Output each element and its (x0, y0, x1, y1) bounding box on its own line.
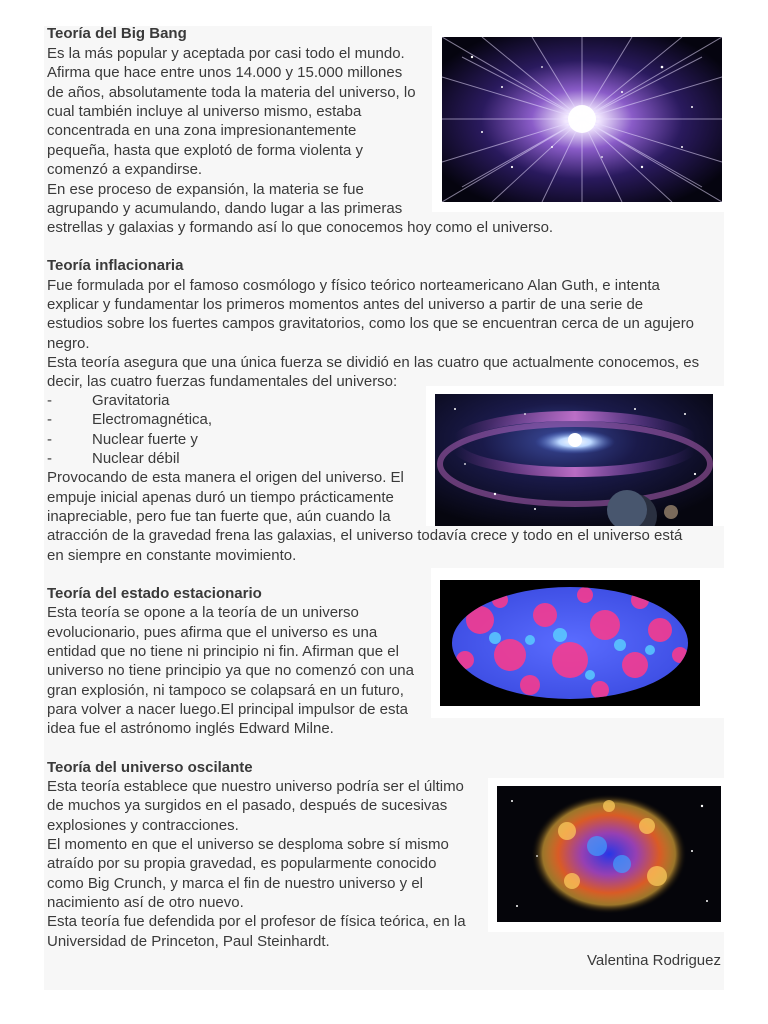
text-line: Esta teoría fue defendida por el profesor de física teórica, en la (47, 913, 466, 930)
supernova-image (497, 786, 721, 922)
text-line: Es la más popular y aceptada por casi todo el mundo. (47, 45, 405, 62)
text-line: El momento en que el universo se desploma sobre sí mismo (47, 836, 449, 853)
text-line: gran explosión, ni tampoco se colapsará en un futuro, (47, 682, 404, 699)
text-line: Provocando de esta manera el origen del universo. El (47, 469, 404, 486)
big-bang-image (442, 37, 722, 202)
text-line: idea fue el astrónomo inglés Edward Milne. (47, 720, 334, 737)
text-line: Esta teoría establece que nuestro universo podría ser el último (47, 778, 464, 795)
text-line: Universidad de Princeton, Paul Steinhardt. (47, 933, 330, 950)
text-line: concentrada en una zona impresionantemente (47, 122, 357, 139)
text-line: explicar y fundamentar los primeros momentos antes del universo a partir de una serie de (47, 296, 644, 313)
text-line: estudios sobre los fuertes campos gravitatorios, como los que se encuentran cerca de un agujero (47, 315, 695, 332)
text-line: atracción de la gravedad frena las galaxias, el universo todavía crece y todo en el universo está (47, 527, 683, 544)
text-line: Fue formulada por el famoso cosmólogo y físico teórico norteamericano Alan Guth, e intenta (47, 277, 660, 294)
text-line: pequeña, hasta que explotó de forma violenta y (47, 142, 364, 159)
text-line: universo no tiene principio ya que no comenzó con una (47, 662, 414, 679)
text-line: entidad que no tiene ni principio ni fin. Afirman que el (47, 643, 399, 660)
text-line: agrupando y acumulando, dando lugar a las primeras (47, 200, 403, 217)
text-line: nacimiento así de otro nuevo. (47, 894, 244, 911)
section-title-estacionario: Teoría del estado estacionario (47, 585, 262, 602)
text-line: en siempre en constante movimiento. (47, 547, 297, 564)
bullet-marker: - (47, 431, 52, 448)
author-signature: Valentina Rodriguez (587, 952, 721, 969)
text-line: decir, las cuatro fuerzas fundamentales del universo: (47, 373, 398, 390)
bullet-item: Gravitatoria (92, 392, 170, 409)
text-line: negro. (47, 335, 90, 352)
text-line: para volver a nacer luego.El principal impulsor de esta (47, 701, 409, 718)
text-line: como Big Crunch, y marca el fin de nuestro universo y el (47, 875, 424, 892)
bullet-marker: - (47, 411, 52, 428)
bullet-item: Nuclear débil (92, 450, 180, 467)
text-line: En ese proceso de expansión, la materia se fue (47, 181, 364, 198)
text-line: de muchos ya surgidos en el pasado, después de sucesivas (47, 797, 448, 814)
galaxy-image (435, 394, 713, 526)
text-line: cual también incluye al universo mismo, estaba (47, 103, 362, 120)
text-line: comenzó a expandirse. (47, 161, 203, 178)
section-title-inflacionaria: Teoría inflacionaria (47, 257, 184, 274)
text-line: explosiones y contracciones. (47, 817, 239, 834)
text-line: de años, absolutamente toda la materia del universo, lo (47, 84, 416, 101)
text-line: Esta teoría se opone a la teoría de un universo (47, 604, 359, 621)
bullet-marker: - (47, 392, 52, 409)
cmb-map-image (440, 580, 700, 706)
text-line: Afirma que hace entre unos 14.000 y 15.000 millones (47, 64, 403, 81)
bullet-item: Nuclear fuerte y (92, 431, 198, 448)
text-line: inapreciable, pero fue tan fuerte que, aún cuando la (47, 508, 391, 525)
bullet-item: Electromagnética, (92, 411, 213, 428)
text-line: evolucionario, pues afirma que el universo es una (47, 624, 378, 641)
bullet-marker: - (47, 450, 52, 467)
section-title-oscilante: Teoría del universo oscilante (47, 759, 253, 776)
text-line: empuje inicial apenas duró un tiempo prácticamente (47, 489, 394, 506)
text-line: atraído por su propia gravedad, es popularmente conocido (47, 855, 437, 872)
section-title-big-bang: Teoría del Big Bang (47, 25, 187, 42)
text-line: Esta teoría asegura que una única fuerza se dividió en las cuatro que actualmente conocemos, es (47, 354, 700, 371)
text-line: estrellas y galaxias y formando así lo que conocemos hoy como el universo. (47, 219, 554, 236)
